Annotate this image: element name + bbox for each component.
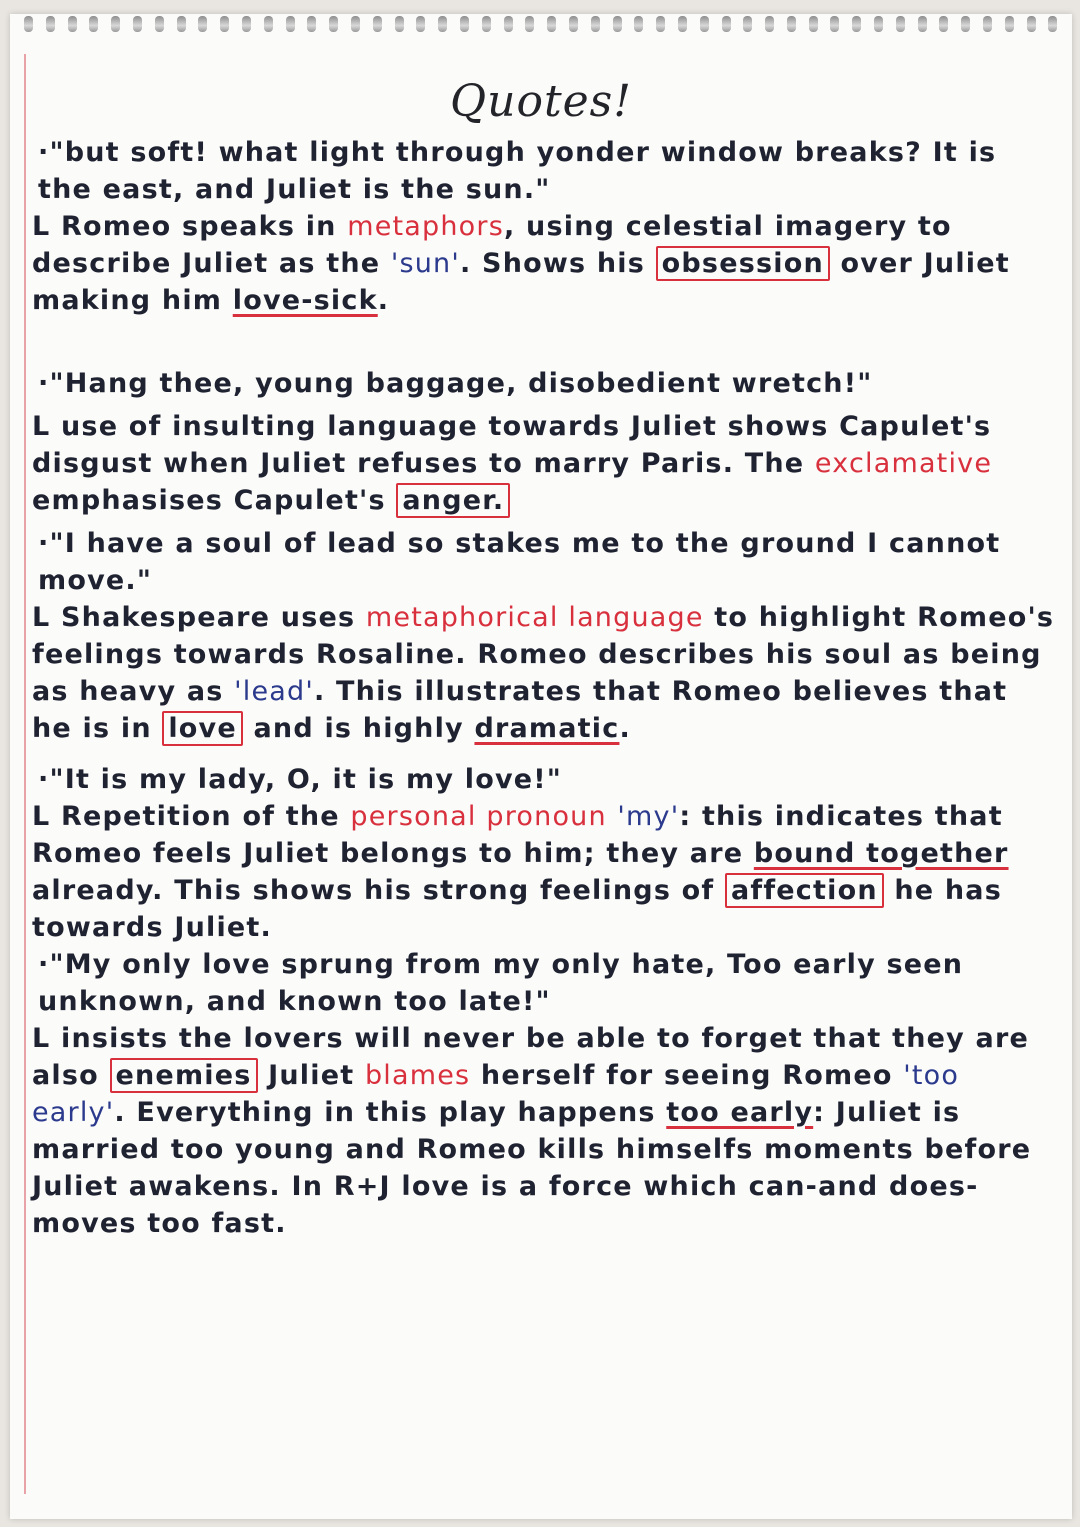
explanation-text: emphasises Capulet's [32, 485, 397, 516]
literary-term: metaphors [347, 211, 504, 242]
explanation-text: and is highly [242, 713, 475, 744]
literary-term: metaphorical language [365, 602, 704, 633]
underlined-phrase: dramatic [474, 713, 620, 744]
explanation-text: L use of insulting language towards Juliet shows Capulet's disgust when Juliet refuses to marry Paris. The [32, 411, 992, 479]
explanation-text: L Shakespeare uses [32, 602, 366, 633]
key-word-box: enemies [110, 1058, 258, 1093]
key-word-box: anger. [396, 483, 510, 518]
explanation-text: . Shows his [460, 248, 656, 279]
spiral-binding [10, 14, 1072, 36]
explanation-1 [26, 208, 1056, 319]
explanation-text: L Repetition of the [32, 801, 351, 832]
page-title: Quotes! [450, 76, 632, 127]
explanation-text: . [619, 713, 631, 744]
literary-term: blames [364, 1060, 471, 1091]
quoted-word: 'my' [617, 801, 680, 832]
explanation-4 [26, 798, 1056, 946]
literary-term: personal pronoun [350, 801, 607, 832]
underlined-phrase: love-sick [232, 285, 378, 316]
explanation-text: . Everything in this play happens [114, 1097, 667, 1128]
explanation-text: to highlight Romeo's feelings towards Rosaline. Romeo describes his soul as being as heavy as [32, 602, 1055, 707]
explanation-text: he has towards Juliet. [32, 875, 1002, 943]
explanation-text: herself for seeing Romeo [470, 1060, 904, 1091]
notes-body [26, 134, 1056, 1242]
quote-1: ·"but soft! what light through yonder window breaks? It is the east, and Juliet is the sun." [38, 137, 997, 205]
quote-4: ·"It is my lady, O, it is my love!" [38, 764, 563, 795]
quote-2: ·"Hang thee, young baggage, disobedient wretch!" [38, 368, 873, 399]
explanation-text: Juliet [257, 1060, 365, 1091]
explanation-2 [26, 408, 1056, 519]
key-word-box: affection [725, 873, 884, 908]
quoted-word: 'lead' [234, 676, 314, 707]
explanation-text: , using celestial imagery to describe Juliet as the [32, 211, 952, 279]
key-word-box: obsession [656, 246, 830, 281]
underlined-phrase: bound together [753, 838, 1009, 869]
explanation-text: L insists the lovers will never be able to forget that they are also [32, 1023, 1029, 1091]
explanation-text: . [377, 285, 390, 316]
explanation-text: over Juliet making him [32, 248, 1010, 316]
underlined-phrase: too early [666, 1097, 814, 1128]
notebook-page [10, 14, 1072, 1519]
explanation-text: already. This shows his strong feelings of [32, 875, 725, 906]
explanation-text: : Juliet is married too young and Romeo kills himselfs moments before Juliet awakens. In R+J love is a force which can-and does-moves too fast. [32, 1097, 1032, 1239]
key-word-box: love [162, 711, 243, 746]
quote-3: ·"I have a soul of lead so stakes me to the ground I cannot move." [38, 528, 1001, 596]
explanation-text: : this indicates that Romeo feels Juliet belongs to him; they are [32, 801, 1003, 869]
explanation-text: L Romeo speaks in [32, 211, 348, 242]
quoted-word: 'sun' [390, 248, 460, 279]
literary-term: exclamative [814, 448, 993, 479]
explanation-3 [26, 599, 1056, 747]
explanation-5 [26, 1020, 1056, 1242]
quoted-word: 'too early' [32, 1060, 960, 1128]
quote-5: ·"My only love sprung from my only hate, Too early seen unknown, and known too late!" [38, 949, 964, 1017]
explanation-text: . This illustrates that Romeo believes that he is in [32, 676, 1008, 744]
